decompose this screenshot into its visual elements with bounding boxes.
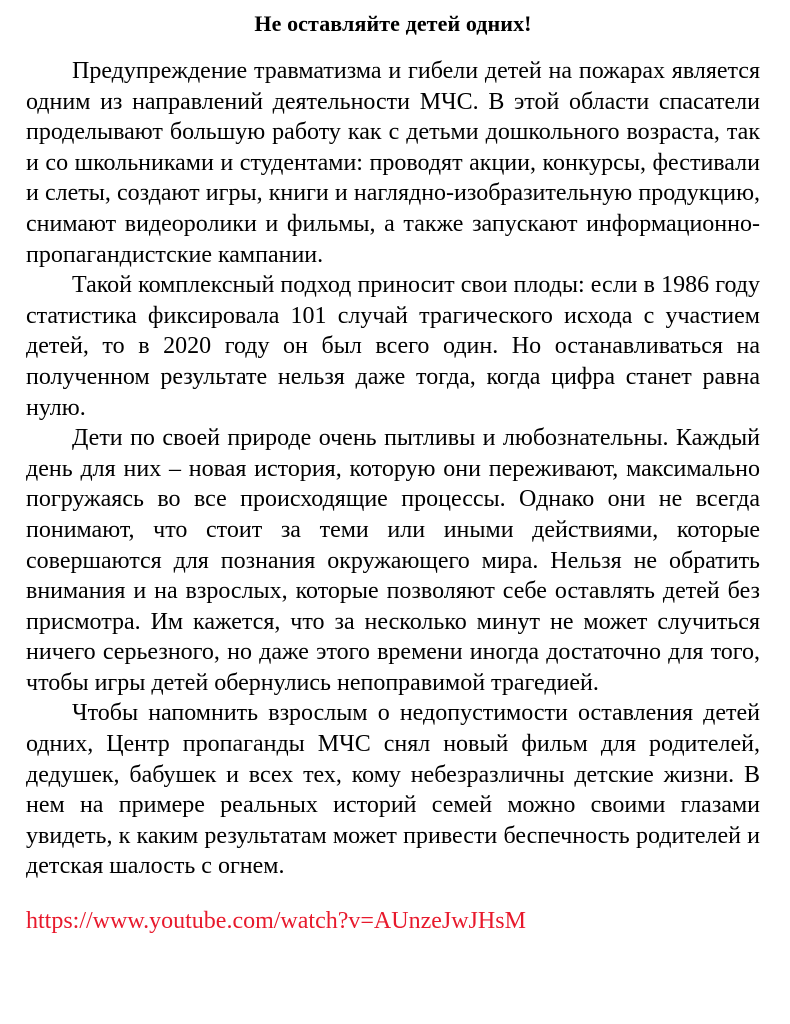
document-body — [26, 56, 760, 882]
video-link[interactable]: https://www.youtube.com/watch?v=AUnzeJwJHsM — [26, 908, 526, 935]
paragraph-1: Предупреждение травматизма и гибели детей на пожарах является одним из направлений деятельности МЧС. В этой области спасатели проделывают большую работу как с детьми дошкольного возраста, так и со школьниками и студентами: проводят акции, конкурсы, фестивали и слеты, создают игры, книги и наглядно-изобразительную продукцию, снимают видеоролики и фильмы, а также запускают информационно-пропагандистские кампании. — [26, 58, 760, 268]
document-page — [26, 0, 760, 936]
paragraph-3: Дети по своей природе очень пытливы и любознательны. Каждый день для них – новая история, которую они переживают, максимально погружаясь во все происходящие процессы. Однако они не всегда понимают, что стоит за теми или иными действиями, которые совершаются для познания окружающего мира. Нельзя не обратить внимания и на взрослых, которые позволяют себе оставлять детей без присмотра. Им кажется, что за несколько минут не может случиться ничего серьезного, но даже этого времени иногда достаточно для того, чтобы игры детей обернулись непоправимой трагедией. — [26, 425, 760, 696]
document-title: Не оставляйте детей одних! — [254, 11, 532, 36]
paragraph-2: Такой комплексный подход приносит свои плоды: если в 1986 году статистика фиксировала 101 случай трагического исхода с участием детей, то в 2020 году он был всего один. Но останавливаться на полученном результате нельзя даже тогда, когда цифра станет равна нулю. — [26, 272, 760, 421]
paragraph-4: Чтобы напомнить взрослым о недопустимости оставления детей одних, Центр пропаганды МЧС снял новый фильм для родителей, дедушек, бабушек и всех тех, кому небезразличны детские жизни. В нем на примере реальных историй семей можно своими глазами увидеть, к каким результатам может привести беспечность родителей и детская шалость с огнем. — [26, 700, 760, 880]
